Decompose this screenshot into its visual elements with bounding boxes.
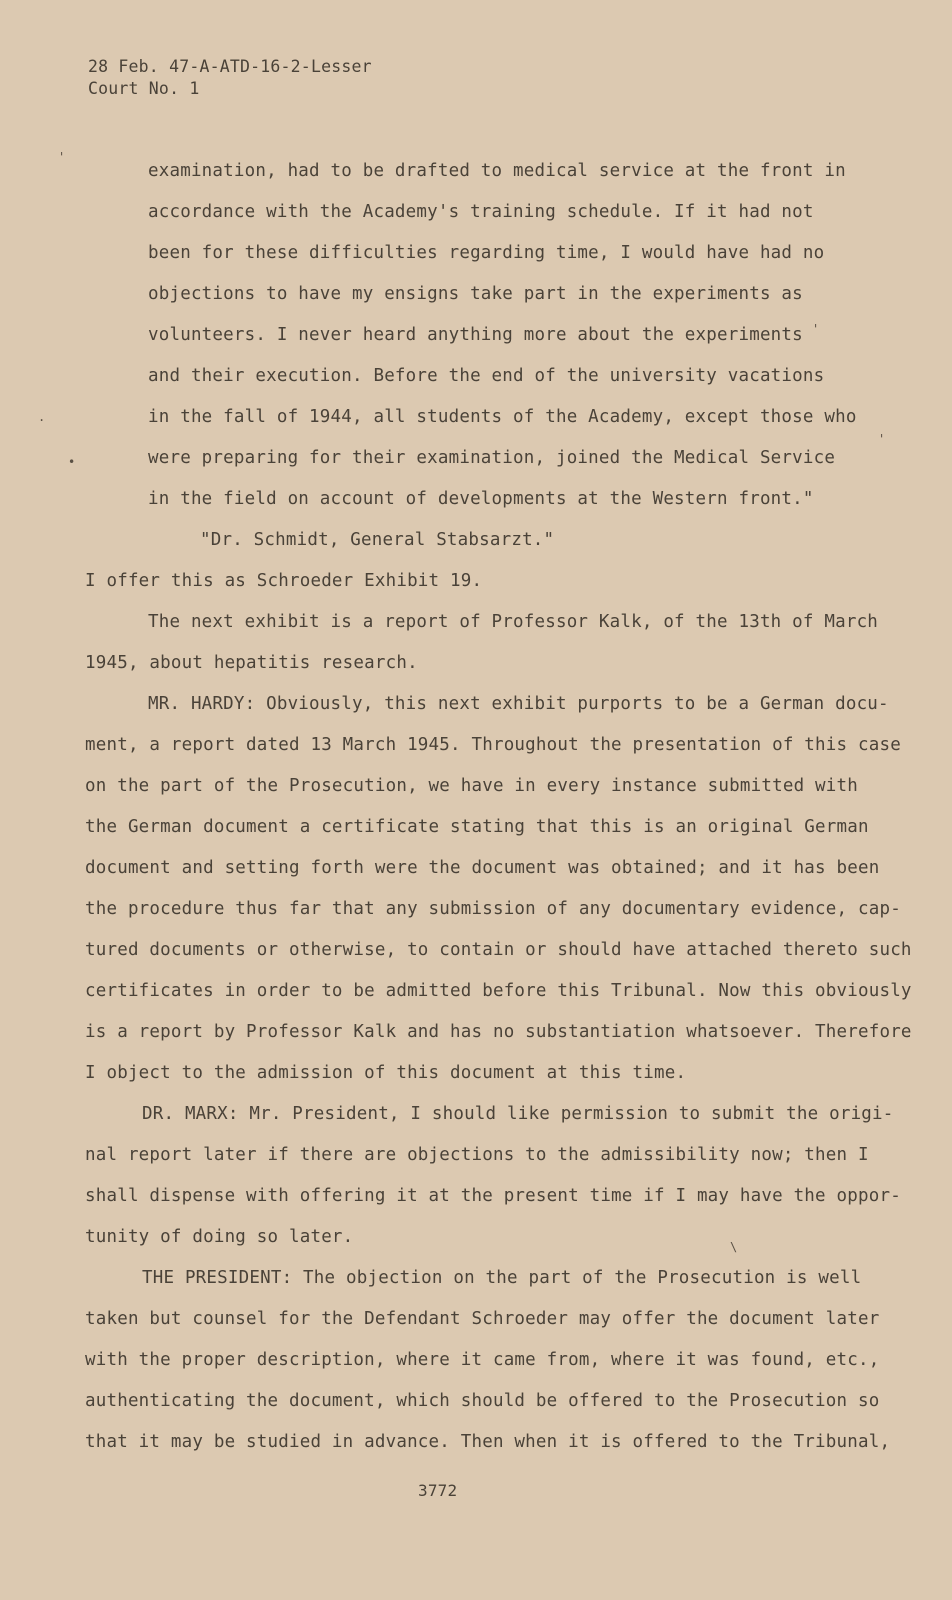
body-line: with the proper description, where it came from, where it was found, etc.,	[85, 1350, 880, 1370]
body-line: THE PRESIDENT: The objection on the part of the Prosecution is well	[142, 1268, 862, 1288]
body-line: ment, a report dated 13 March 1945. Throughout the presentation of this case	[85, 735, 901, 755]
body-line: 1945, about hepatitis research.	[85, 653, 418, 673]
paper-speck: \	[730, 1240, 738, 1254]
body-line: accordance with the Academy's training schedule. If it had not	[148, 202, 814, 222]
body-line: examination, had to be drafted to medical service at the front in	[148, 161, 846, 181]
body-line: taken but counsel for the Defendant Schroeder may offer the document later	[85, 1309, 880, 1329]
body-line: tured documents or otherwise, to contain or should have attached thereto such	[85, 940, 912, 960]
body-line: I object to the admission of this document at this time.	[85, 1063, 687, 1083]
body-line: nal report later if there are objections to the admissibility now; then I	[85, 1145, 869, 1165]
body-line: authenticating the document, which should be offered to the Prosecution so	[85, 1391, 880, 1411]
body-line: I offer this as Schroeder Exhibit 19.	[85, 571, 483, 591]
body-line: that it may be studied in advance. Then when it is offered to the Tribunal,	[85, 1432, 891, 1452]
body-line: in the fall of 1944, all students of the Academy, except those who	[148, 407, 857, 427]
body-line: the German document a certificate stating that this is an original German	[85, 817, 869, 837]
body-line: the procedure thus far that any submission of any documentary evidence, cap-	[85, 899, 901, 919]
header-line-1: 28 Feb. 47-A-ATD-16-2-Lesser	[88, 57, 372, 76]
body-line: shall dispense with offering it at the present time if I may have the oppor-	[85, 1186, 901, 1206]
paper-speck: '	[58, 150, 66, 164]
body-line: objections to have my ensigns take part in the experiments as	[148, 284, 803, 304]
paper-speck: '	[812, 322, 820, 336]
body-line: in the field on account of developments at the Western front."	[148, 489, 814, 509]
paper-speck: .	[38, 410, 46, 424]
body-line: tunity of doing so later.	[85, 1227, 354, 1247]
header-line-2: Court No. 1	[88, 79, 200, 98]
body-line: MR. HARDY: Obviously, this next exhibit purports to be a German docu-	[148, 694, 889, 714]
body-line: DR. MARX: Mr. President, I should like permission to submit the origi-	[142, 1104, 894, 1124]
paper-speck: •	[68, 455, 76, 469]
body-line: document and setting forth were the document was obtained; and it has been	[85, 858, 880, 878]
body-line: on the part of the Prosecution, we have in every instance submitted with	[85, 776, 858, 796]
body-line: were preparing for their examination, joined the Medical Service	[148, 448, 836, 468]
body-line: certificates in order to be admitted before this Tribunal. Now this obviously	[85, 981, 912, 1001]
paper-speck: '	[878, 432, 886, 446]
body-line: volunteers. I never heard anything more about the experiments	[148, 325, 803, 345]
body-line: The next exhibit is a report of Professor Kalk, of the 13th of March	[148, 612, 879, 632]
body-line: been for these difficulties regarding time, I would have had no	[148, 243, 825, 263]
signature-line: "Dr. Schmidt, General Stabsarzt."	[200, 530, 555, 550]
page-number: 3772	[418, 1481, 458, 1500]
body-line: and their execution. Before the end of the university vacations	[148, 366, 825, 386]
body-line: is a report by Professor Kalk and has no substantiation whatsoever. Therefore	[85, 1022, 912, 1042]
